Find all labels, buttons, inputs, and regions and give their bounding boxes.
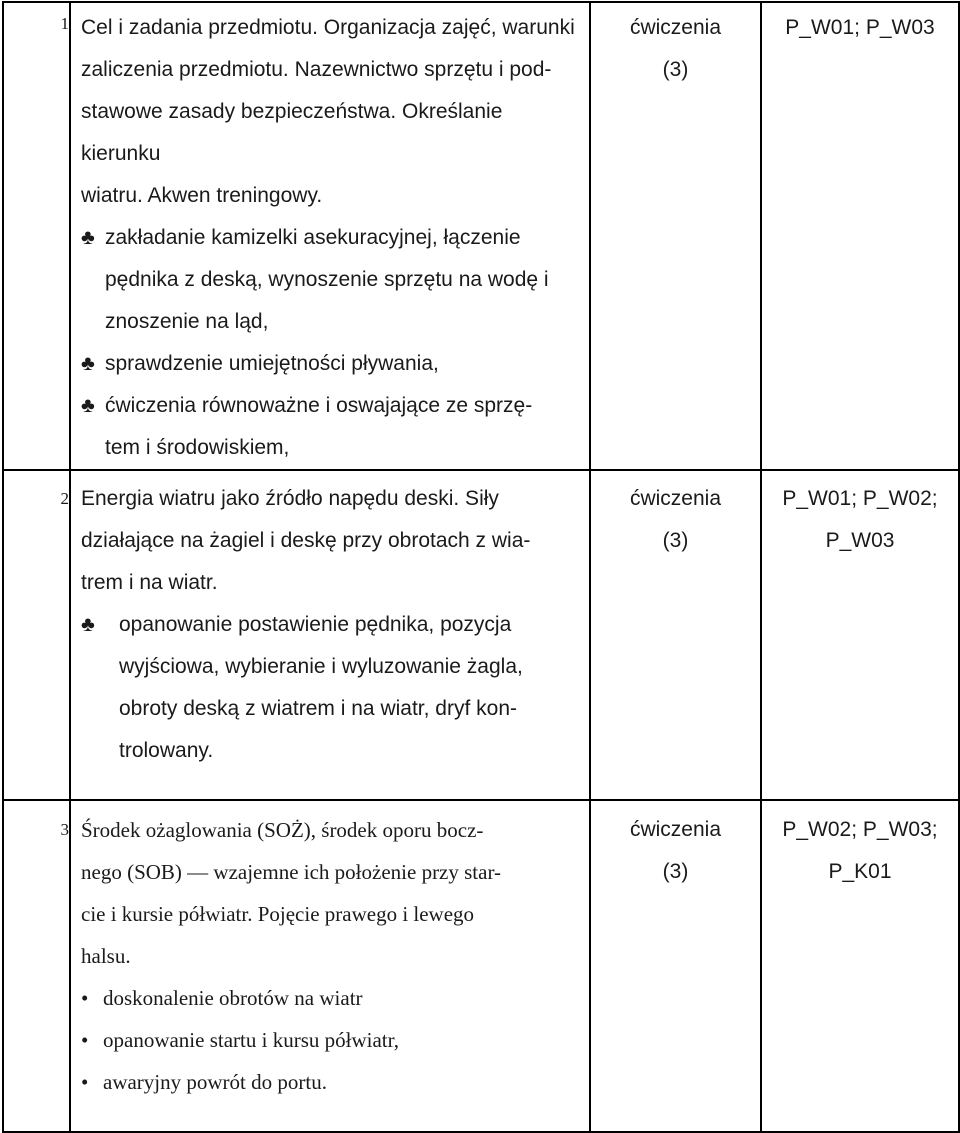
learning-effects — [762, 801, 958, 893]
bullet-icon: • — [81, 1028, 89, 1052]
row-number-cell — [3, 2, 70, 470]
topic-cell — [70, 2, 590, 470]
text-line: ćwiczenia równoważne i oswajające ze sprzę- — [105, 394, 533, 417]
text-line: wyjściowa, wybieranie i wyluzowanie żagla, — [119, 655, 523, 678]
text-line: P_W01; P_W02; — [782, 487, 938, 510]
table-row — [3, 2, 959, 470]
text-line: halsu. — [81, 944, 131, 968]
text-line: opanowanie postawienie pędnika, pozycja — [119, 613, 512, 636]
text-line: cie i kursie półwiatr. Pojęcie prawego i lewego — [81, 902, 475, 926]
class-form — [591, 801, 760, 893]
text-line: Środek ożaglowania (SOŻ), środek oporu bocz- — [81, 818, 484, 842]
text-line: trem i na wiatr. — [81, 571, 218, 594]
class-form — [591, 3, 760, 91]
text-line: P_W01; P_W03 — [785, 16, 935, 39]
text-line: ćwiczenia — [629, 487, 722, 510]
list-item — [81, 385, 583, 469]
topic-paragraph — [81, 7, 583, 217]
list-item — [81, 1019, 583, 1061]
topic-cell — [70, 800, 590, 1132]
text-line: doskonalenie obrotów na wiatr — [103, 986, 363, 1010]
learning-effects — [762, 471, 958, 562]
text-line: Cel i zadania przedmiotu. Organizacja zajęć, warunki — [81, 16, 575, 39]
effects-cell — [761, 2, 959, 470]
text-line: ćwiczenia — [629, 16, 722, 39]
list-item — [81, 1061, 583, 1103]
club-icon: ♣ — [81, 613, 95, 636]
text-line: sprawdzenie umiejętności pływania, — [105, 352, 439, 375]
topic-paragraph — [81, 478, 583, 604]
topic-text — [71, 801, 589, 1103]
text-line: P_W03 — [825, 529, 895, 552]
syllabus-table — [2, 1, 960, 1133]
table-row — [3, 800, 959, 1132]
bullet-icon: • — [81, 986, 89, 1010]
text-line: trolowany. — [119, 739, 214, 762]
text-line: zakładanie kamizelki asekuracyjnej, łączenie — [105, 226, 521, 249]
class-form — [591, 471, 760, 562]
bullet-icon: • — [81, 1070, 89, 1094]
list-item — [81, 343, 583, 385]
list-item — [81, 604, 583, 772]
text-line: tem i środowiskiem, — [105, 436, 290, 459]
row-number-cell — [3, 470, 70, 800]
text-line: obroty deską z wiatrem i na wiatr, dryf kon- — [119, 697, 517, 720]
effects-cell — [761, 470, 959, 800]
text-line: awaryjny powrót do portu. — [103, 1070, 327, 1094]
text-line: stawowe zasady bezpieczeństwa. Określanie kierunku — [81, 100, 503, 165]
text-line: zaliczenia przedmiotu. Nazewnictwo sprzętu i pod- — [81, 58, 552, 81]
text-line: działające na żagiel i deskę przy obrotach z wia- — [81, 529, 531, 552]
text-line: Energia wiatru jako źródło napędu deski. Siły — [81, 487, 499, 510]
text-line: nego (SOB) — wzajemne ich położenie przy star- — [81, 860, 502, 884]
text-line: P_W02; P_W03; — [782, 818, 938, 841]
text-line: opanowanie startu i kursu półwiatr, — [103, 1028, 400, 1052]
table-row — [3, 470, 959, 800]
text-line: ćwiczenia — [629, 818, 722, 841]
topic-text — [71, 3, 589, 469]
list-item — [81, 217, 583, 343]
row-number-cell — [3, 800, 70, 1132]
effects-cell — [761, 800, 959, 1132]
topic-text — [71, 471, 589, 772]
row-number: 1 — [60, 14, 69, 33]
club-icon: ♣ — [81, 394, 95, 417]
text-line: pędnika z deską, wynoszenie sprzętu na wodę i — [105, 268, 549, 291]
form-cell — [590, 2, 761, 470]
text-line: (3) — [662, 529, 689, 552]
text-line: wiatru. Akwen treningowy. — [81, 184, 323, 207]
text-line: (3) — [662, 58, 689, 81]
club-icon: ♣ — [81, 226, 95, 249]
row-number: 2 — [60, 489, 69, 508]
row-number: 3 — [60, 820, 69, 839]
text-line: (3) — [662, 860, 689, 883]
learning-effects — [762, 3, 958, 49]
form-cell — [590, 800, 761, 1132]
topic-cell — [70, 470, 590, 800]
text-line: znoszenie na ląd, — [105, 310, 269, 333]
form-cell — [590, 470, 761, 800]
club-icon: ♣ — [81, 352, 95, 375]
text-line: P_K01 — [828, 860, 892, 883]
topic-paragraph — [81, 809, 583, 977]
list-item — [81, 977, 583, 1019]
